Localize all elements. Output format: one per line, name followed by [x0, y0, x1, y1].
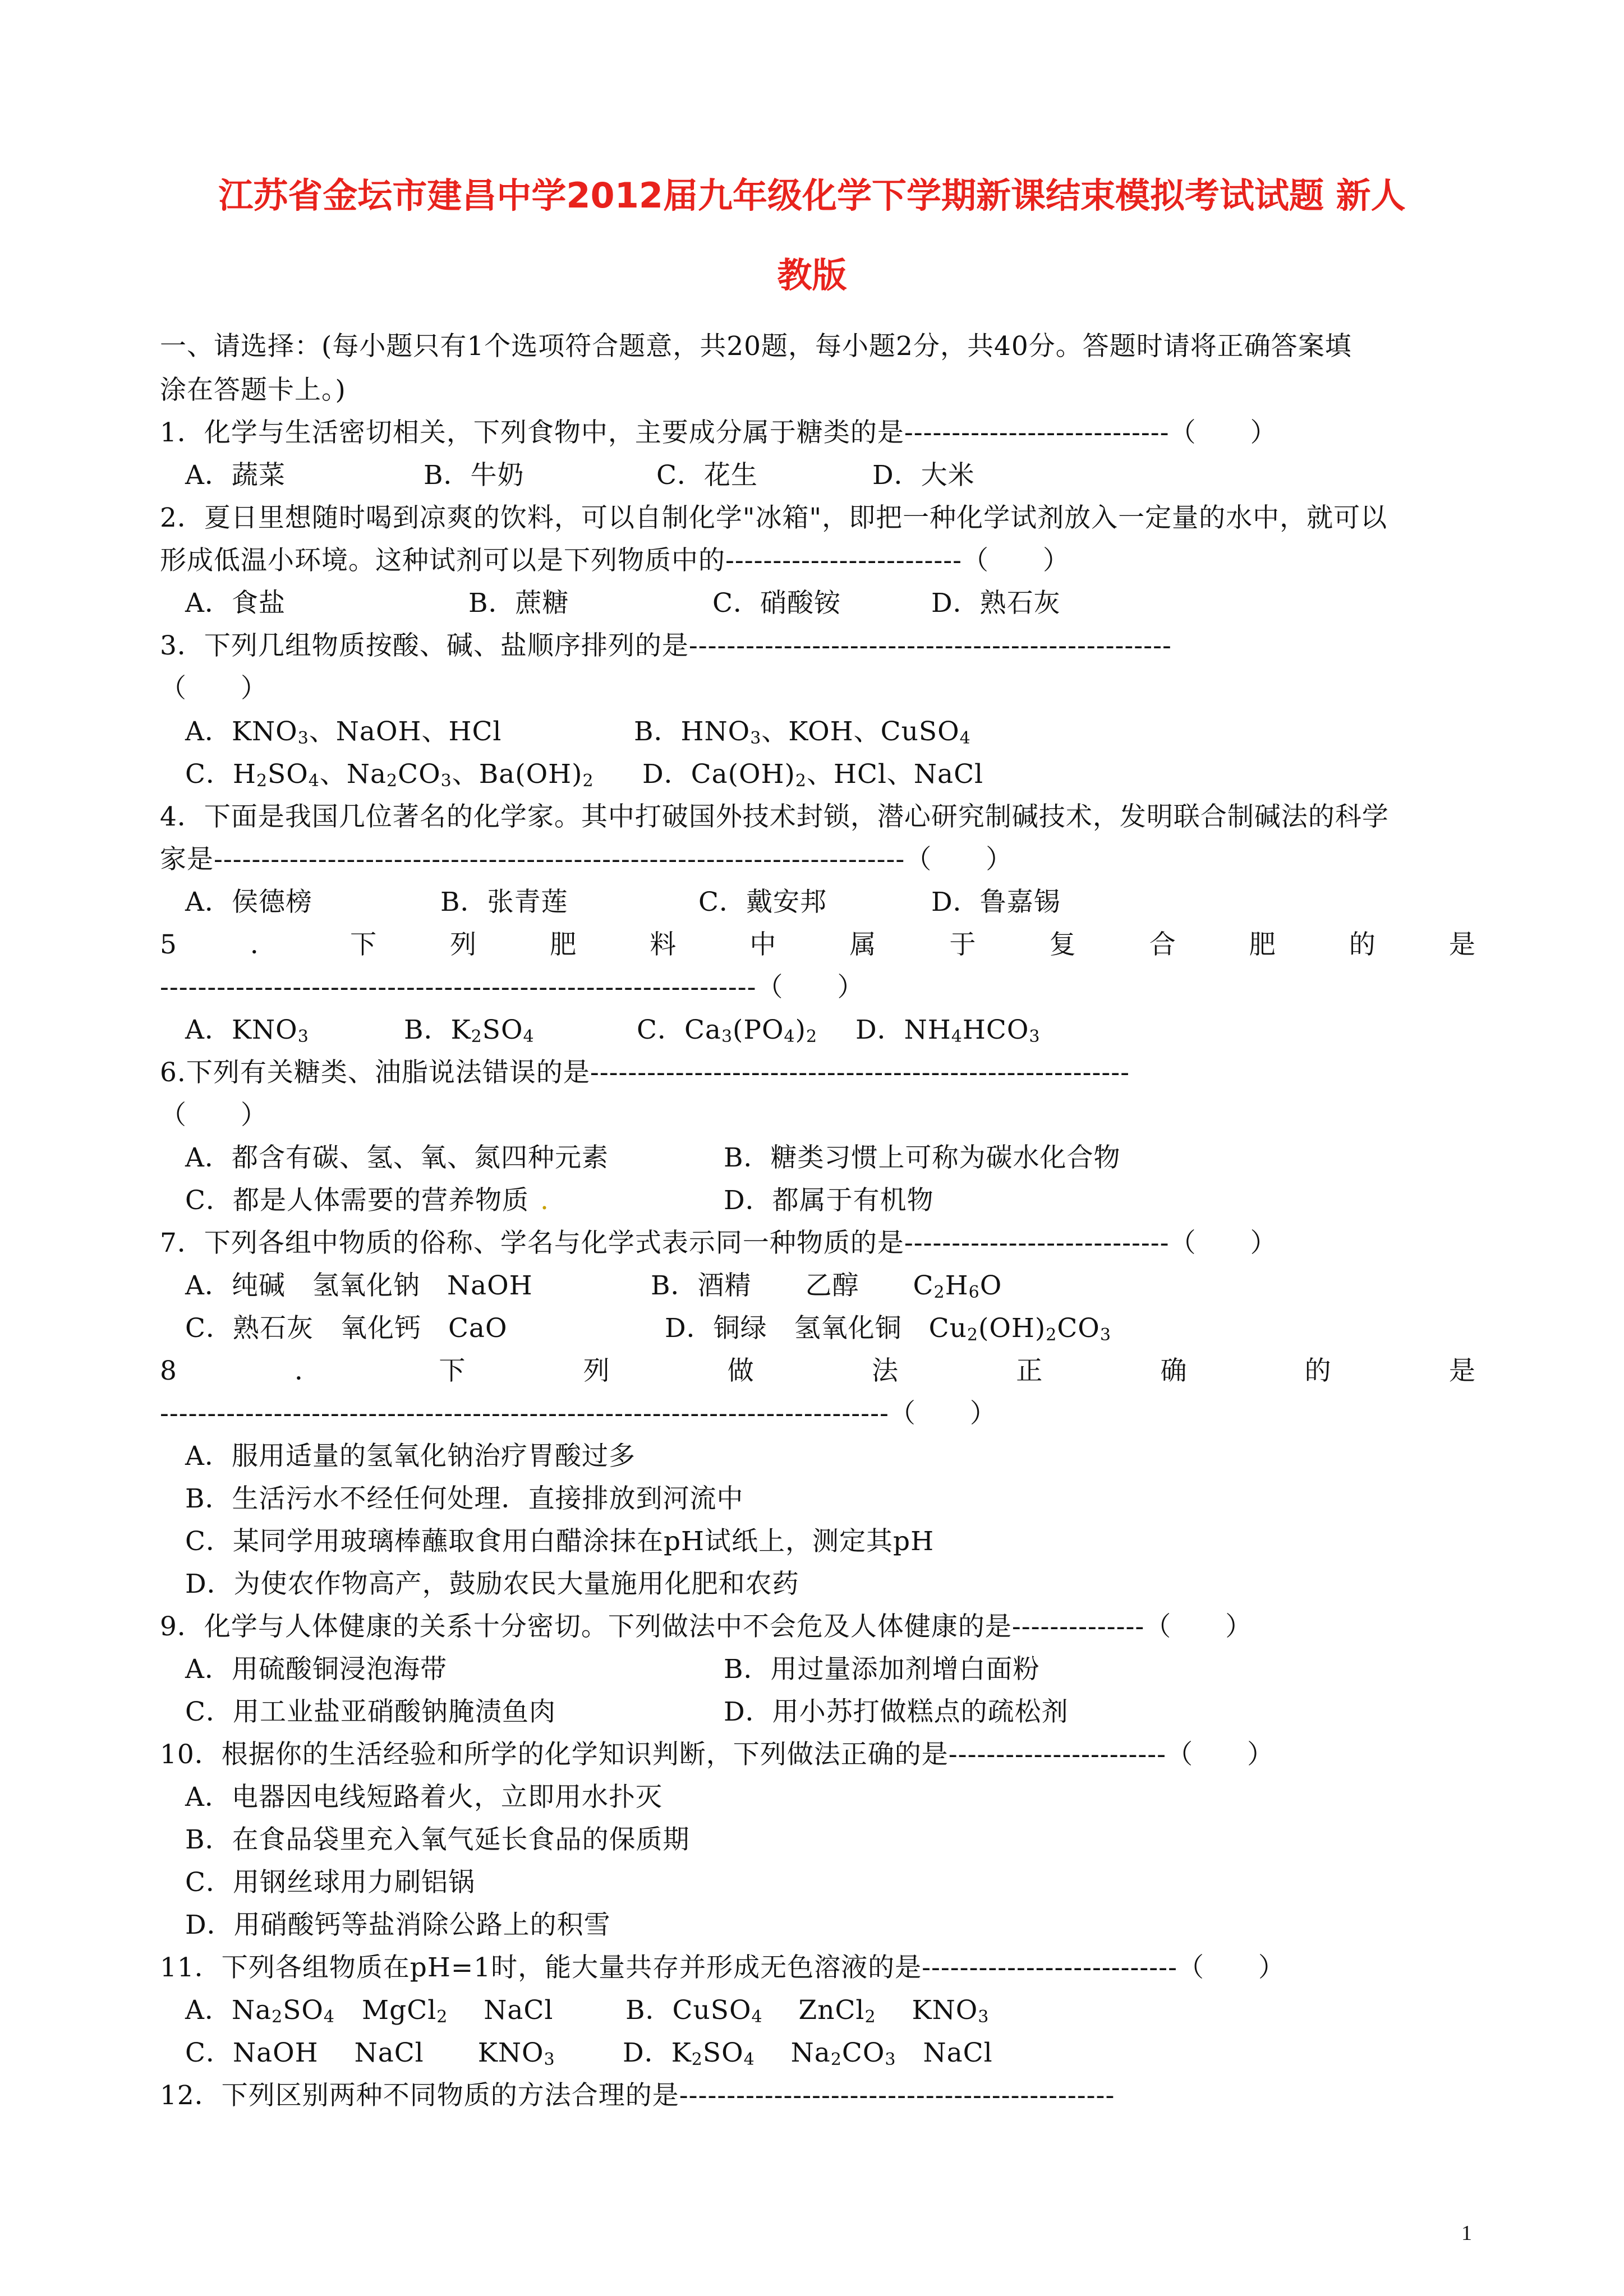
q9-option-a: A．用硫酸铜浸泡海带 [185, 1654, 447, 1685]
document-title-line2: 教版 [777, 255, 847, 296]
q5-option-d: D．$NH_4HCO_3$ [855, 1015, 1041, 1046]
section-heading: 一、请选择：(每小题只有1个选项符合题意，共20题，每小题2分，共40分。答题时请将正确答案填 [160, 331, 1352, 362]
section-heading-cont: 涂在答题卡上。) [160, 375, 346, 405]
q6-option-a: A．都含有碳、氢、氧、氮四种元素 [185, 1142, 609, 1173]
question-8-stem-cont: -----------------------------------------------------------------------------（ ） [160, 1398, 997, 1429]
q10-option-c: C．用钢丝球用力刷铝锅 [185, 1867, 475, 1898]
q7-option-b: B．酒精 乙醇 $C_2H_6O$ [651, 1270, 1002, 1302]
question-3-stem: 3．下列几组物质按酸、碱、盐顺序排列的是--------------------------------------------------- [160, 630, 1172, 661]
question-10-stem: 10．根据你的生活经验和所学的化学知识判断，下列做法正确的是-----------------------（ ） [160, 1739, 1275, 1770]
q1-option-c: C．花生 [656, 460, 758, 491]
question-12-stem: 12．下列区别两种不同物质的方法合理的是---------------------------------------------- [160, 2080, 1115, 2111]
q4-option-b: B．张青莲 [440, 887, 568, 918]
question-5-stem-cont: ---------------------------------------------------------------（ ） [160, 972, 864, 1003]
q2-option-a: A．食盐 [185, 588, 286, 619]
q8-option-c: C．某同学用玻璃棒蘸取食用白醋涂抹在pH试纸上，测定其pH [185, 1526, 935, 1557]
question-2-stem: 2．夏日里想随时喝到凉爽的饮料，可以自制化学"冰箱"，即把一种化学试剂放入一定量的水中，就可以 [160, 502, 1388, 533]
document-title-line1: 江苏省金坛市建昌中学2012届九年级化学下学期新课结束模拟考试试题 新人 [218, 175, 1406, 216]
q9-option-c: C．用工业盐亚硝酸钠腌渍鱼肉 [185, 1696, 556, 1727]
q5-option-b: B．$K_2SO_4$ [404, 1015, 535, 1046]
q1-option-d: D．大米 [872, 460, 975, 491]
page-number: 1 [1461, 2221, 1472, 2245]
question-6-stem: 6.下列有关糖类、油脂说法错误的是--------------------------------------------------------- [160, 1057, 1130, 1088]
q11-option-b: B．CuSO$_4$ ZnCl$_2$ $KNO_3$ [625, 1995, 990, 2027]
q6-option-c: C．都是人体需要的营养物质 . [185, 1185, 549, 1216]
q1-option-b: B．牛奶 [424, 460, 525, 491]
question-8-stem: 8 ． 下 列 做 法 正 确 的 是 [160, 1356, 1475, 1386]
q8-option-b: B．生活污水不经任何处理．直接排放到河流中 [185, 1483, 744, 1514]
question-6-stem-cont: （ ） [160, 1100, 268, 1131]
q11-option-d: D．$K_2SO_4$ $Na_2CO_3$ NaCl [623, 2037, 993, 2069]
q11-option-a: A．$Na_2SO_4$ MgCl$_2$ NaCl [185, 1995, 554, 2027]
q5-option-c: C．$Ca_3(PO_4)_2$ [637, 1015, 818, 1046]
q9-option-d: D．用小苏打做糕点的疏松剂 [724, 1696, 1069, 1727]
question-4-stem: 4．下面是我国几位著名的化学家。其中打破国外技术封锁，潜心研究制碱技术，发明联合制碱法的科学 [160, 801, 1389, 832]
q7-option-a: A．纯碱 氢氧化钠 NaOH [185, 1270, 533, 1301]
question-1-stem: 1．化学与生活密切相关，下列食物中，主要成分属于糖类的是----------------------------（ ） [160, 417, 1277, 448]
q10-option-b: B．在食品袋里充入氧气延长食品的保质期 [185, 1824, 690, 1855]
q3-option-a: A．$KNO_3$、NaOH、HCl [185, 716, 502, 748]
q6-option-b: B．糖类习惯上可称为碳水化合物 [724, 1142, 1121, 1173]
q2-option-d: D．熟石灰 [931, 588, 1061, 619]
q11-option-c: C．NaOH NaCl $KNO_3$ [185, 2037, 555, 2069]
q8-option-a: A．服用适量的氢氧化钠治疗胃酸过多 [185, 1441, 636, 1472]
q4-option-d: D．鲁嘉锡 [931, 887, 1061, 918]
q3-option-b: B．$HNO_3$、KOH、CuSO$_4$ [634, 716, 971, 748]
q3-option-c: C．$H_2SO_4$、$Na_2CO_3$、$Ba(OH)_2$ [185, 759, 594, 791]
q6-option-d: D．都属于有机物 [724, 1185, 934, 1216]
q2-option-b: B．蔗糖 [468, 588, 569, 619]
q4-option-c: C．戴安邦 [698, 887, 827, 918]
question-4-stem-cont: 家是-------------------------------------------------------------------------（ ） [160, 844, 1013, 875]
question-2-stem-cont: 形成低温小环境。这种试剂可以是下列物质中的-------------------------（ ） [160, 545, 1070, 576]
question-11-stem: 11．下列各组物质在pH=1时，能大量共存并形成无色溶液的是---------------------------（ ） [160, 1952, 1285, 1983]
question-5-stem: 5 ． 下 列 肥 料 中 属 于 复 合 肥 的 是 [160, 929, 1475, 960]
q2-option-c: C．硝酸铵 [712, 588, 841, 619]
q10-option-d: D．用硝酸钙等盐消除公路上的积雪 [185, 1910, 611, 1940]
q8-option-d: D．为使农作物高产，鼓励农民大量施用化肥和农药 [185, 1569, 799, 1599]
q7-option-c: C．熟石灰 氧化钙 CaO [185, 1313, 508, 1344]
q3-option-d: D．$Ca(OH)_2$、HCl、NaCl [642, 759, 984, 791]
q10-option-a: A．电器因电线短路着火，立即用水扑灭 [185, 1782, 663, 1813]
question-9-stem: 9．化学与人体健康的关系十分密切。下列做法中不会危及人体健康的是--------------（ ） [160, 1611, 1253, 1642]
stray-mark: . [540, 1185, 549, 1216]
q7-option-d: D．铜绿 氢氧化铜 $Cu_2(OH)_2CO_3$ [665, 1313, 1111, 1345]
q5-option-a: A．$KNO_3$ [185, 1015, 309, 1046]
question-3-stem-cont: （ ） [160, 673, 268, 704]
q1-option-a: A．蔬菜 [185, 460, 286, 491]
q4-option-a: A．侯德榜 [185, 887, 312, 918]
question-7-stem: 7．下列各组中物质的俗称、学名与化学式表示同一种物质的是----------------------------（ ） [160, 1228, 1277, 1258]
q9-option-b: B．用过量添加剂增白面粉 [724, 1654, 1040, 1685]
